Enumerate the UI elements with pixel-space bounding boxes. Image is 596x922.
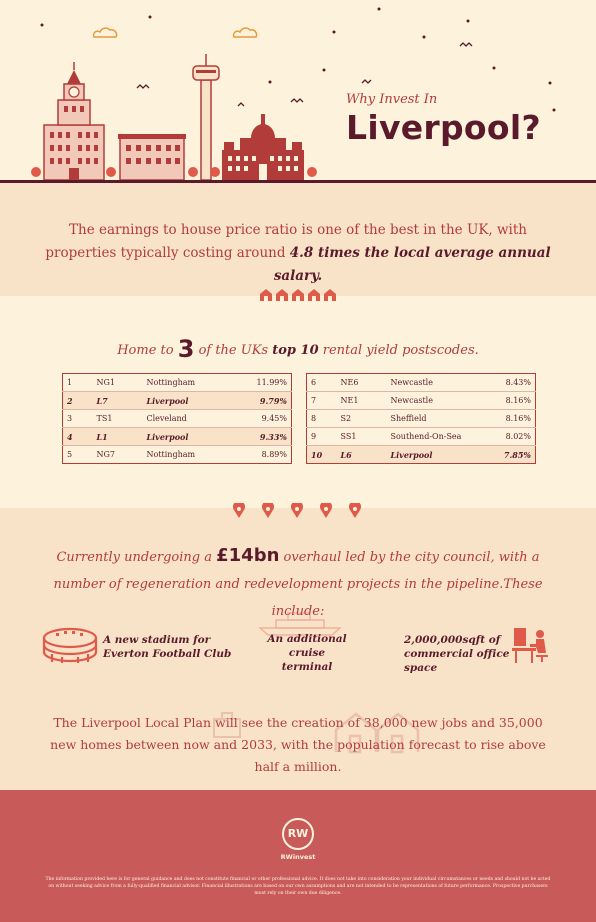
rental-intro — [0, 335, 596, 363]
rental-intro-text: of the UKs — [198, 343, 273, 358]
rental-top-10: top 10 — [272, 343, 319, 358]
postcode-row — [307, 374, 536, 392]
rank-cell: 8 — [307, 410, 337, 428]
city-cell: Newcastle — [387, 374, 490, 392]
postcode-row — [63, 428, 292, 446]
yield-cell: 8.43% — [489, 374, 535, 392]
project-line: 2,000,000sqft of — [404, 634, 501, 646]
port-of-liverpool-building — [222, 114, 304, 180]
radio-city-tower — [193, 54, 219, 180]
liverpool-skyline-illustration — [0, 0, 596, 183]
postcode-row — [63, 374, 292, 392]
rank-cell: 1 — [63, 374, 93, 392]
rental-intro-text: Home to — [117, 343, 178, 358]
project-cruise-terminal — [262, 632, 352, 674]
earnings-highlight: 4.8 times the local average annual salary. — [273, 245, 551, 284]
header-section — [0, 0, 596, 183]
rwinvest-logo: RW — [282, 818, 314, 850]
city-cell: Liverpool — [143, 428, 231, 446]
royal-liver-building — [44, 62, 104, 180]
project-line: cruise terminal — [281, 647, 333, 673]
yield-cell: 9.79% — [231, 392, 292, 410]
postcode-cell: SS1 — [337, 428, 387, 446]
postcode-table-right — [306, 373, 536, 464]
rank-cell: 2 — [63, 392, 93, 410]
postcode-row — [307, 446, 536, 464]
stadium-icon — [42, 626, 98, 664]
yield-cell: 11.99% — [231, 374, 292, 392]
project-line: A new stadium for — [103, 634, 211, 646]
city-cell: Cleveland — [143, 410, 231, 428]
city-cell: Liverpool — [387, 446, 490, 464]
project-line: commercial office space — [404, 648, 510, 674]
postcode-row — [63, 410, 292, 428]
yield-cell: 7.85% — [489, 446, 535, 464]
city-cell: Liverpool — [143, 392, 231, 410]
page-title: Liverpool? — [346, 108, 541, 147]
office-worker-icon — [512, 626, 552, 664]
rank-cell: 6 — [307, 374, 337, 392]
yield-cell: 8.02% — [489, 428, 535, 446]
earnings-section — [0, 183, 596, 296]
postcode-row — [63, 446, 292, 464]
postcode-table-left — [62, 373, 292, 464]
postcode-cell: L7 — [93, 392, 143, 410]
postcode-row — [307, 410, 536, 428]
yield-cell: 8.16% — [489, 410, 535, 428]
overhaul-amount: £14bn — [216, 545, 280, 566]
postcode-row — [307, 392, 536, 410]
city-cell: Sheffield — [387, 410, 490, 428]
overhaul-text: overhaul led by the city council, with a number of regeneration and redevelopment projects in the pipeline.These include: — [53, 550, 543, 619]
location-pin-icons-row — [232, 503, 366, 519]
postcode-cell: L6 — [337, 446, 387, 464]
project-stadium — [103, 633, 233, 661]
rank-cell: 5 — [67, 450, 73, 459]
rank-cell: 7 — [307, 392, 337, 410]
yield-cell: 9.45% — [231, 410, 292, 428]
postcode-row — [63, 392, 292, 410]
rental-count: 3 — [177, 335, 195, 363]
disclaimer-text: The information provided here is for general guidance and does not constitute financial or other professional advice. It does not take into consideration your individual circumstances or needs and should not be acted on without seeking advice from a fully-qualified financial advisor. Financial illustrations are based on our own assumptions and are not intended to be representations of future performance. Prospective purchasers must rely on their own due diligence. — [45, 877, 551, 896]
postcode-cell: NE6 — [337, 374, 387, 392]
postcode-cell: S2 — [337, 410, 387, 428]
project-office-space — [404, 633, 514, 675]
earnings-text: The earnings to house price ratio is one of the best in the UK, with properties typically costing around — [45, 222, 527, 261]
postcode-cell: TS1 — [93, 410, 143, 428]
earnings-statement — [40, 219, 556, 288]
project-line: Everton Football Club — [103, 648, 232, 660]
postcode-row — [307, 428, 536, 446]
local-plan-statement: The Liverpool Local Plan will see the creation of 38,000 new jobs and 35,000 new homes between now and 2033, with the population forecast to rise above half a million. — [50, 715, 546, 774]
city-cell: Nottingham — [143, 374, 231, 392]
project-line: An additional — [267, 633, 347, 645]
overhaul-text: Currently undergoing a — [56, 550, 217, 565]
rank-cell: 3 — [63, 410, 93, 428]
yield-cell: 8.16% — [489, 392, 535, 410]
postcode-cell: L1 — [93, 428, 143, 446]
postcode-cell: NG1 — [93, 374, 143, 392]
yield-cell: 9.33% — [231, 428, 292, 446]
postcode-cell: NG7 — [96, 450, 115, 459]
rental-intro-text: rental yield postscodes. — [318, 343, 479, 358]
house-icons-row — [258, 288, 338, 302]
header-kicker: Why Invest In — [346, 92, 438, 107]
rank-cell: 10 — [307, 446, 337, 464]
cloud-icon — [94, 28, 257, 37]
city-cell: Nottingham — [146, 450, 196, 459]
city-cell: Southend-On-Sea — [387, 428, 490, 446]
postcode-cell: NE1 — [337, 392, 387, 410]
rank-cell: 9 — [307, 428, 337, 446]
cunard-building — [118, 134, 186, 180]
brand-name: RWinvest — [280, 853, 316, 861]
yield-cell: 8.89% — [261, 450, 287, 459]
city-cell: Newcastle — [387, 392, 490, 410]
rank-cell: 4 — [63, 428, 93, 446]
